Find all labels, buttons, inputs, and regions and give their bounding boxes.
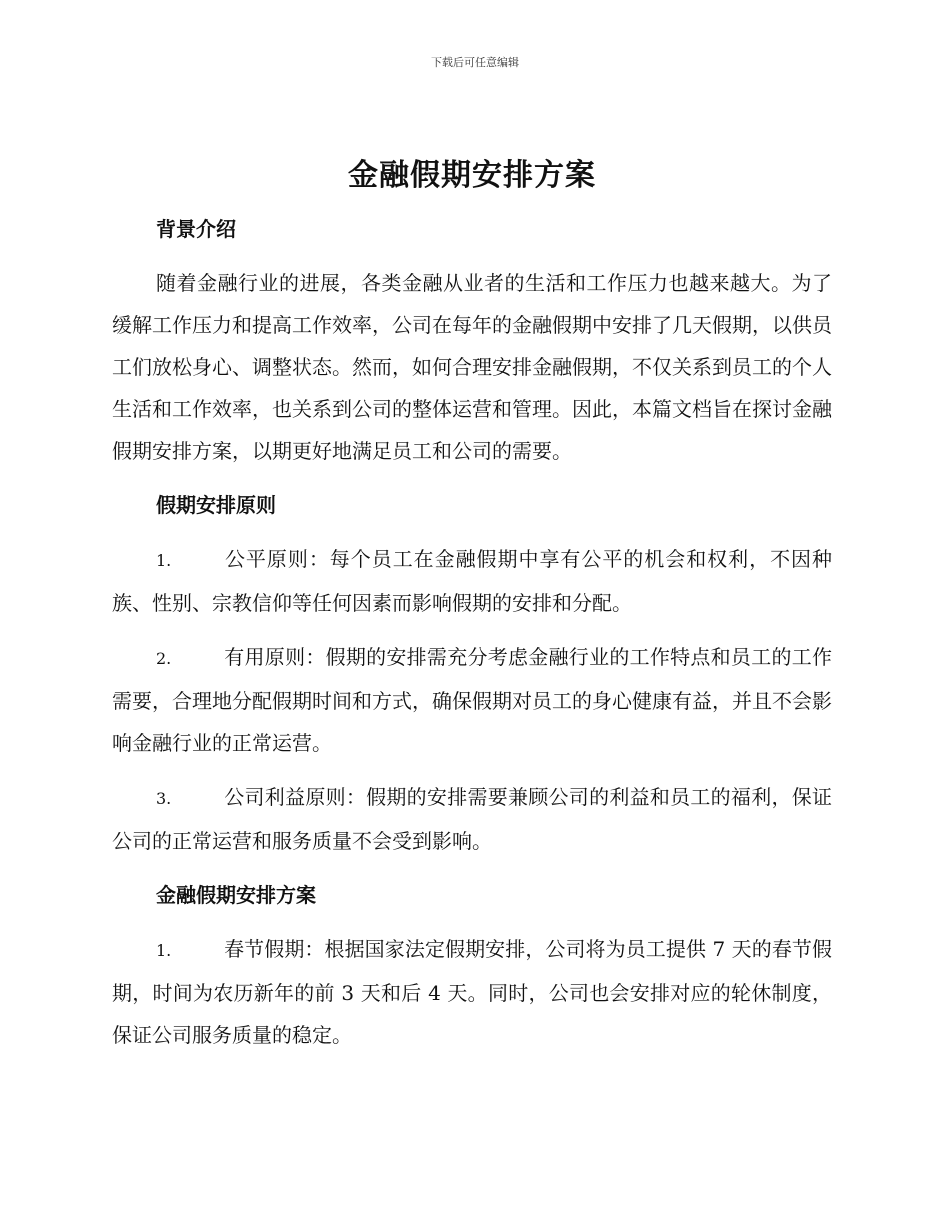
- section-heading-background: 背景介绍: [156, 217, 236, 241]
- list-item: [112, 538, 832, 624]
- background-paragraph: 随着金融行业的进展，各类金融从业者的生活和工作压力也越来越大。为了缓解工作压力和提高工作效率，公司在每年的金融假期中安排了几天假期，以供员工们放松身心、调整状态。然而，如何合理安排金融假期，不仅关系到员工的个人生活和工作效率，也关系到公司的整体运营和管理。因此，本篇文档旨在探讨金融假期安排方案，以期更好地满足员工和公司的需要。: [112, 271, 832, 463]
- document-title: 金融假期安排方案: [348, 158, 596, 193]
- list-number: 2.: [156, 649, 172, 668]
- list-number: 1.: [156, 941, 172, 960]
- document-body: [112, 150, 832, 1056]
- list-number: 1.: [156, 551, 172, 570]
- list-item: [112, 636, 832, 764]
- list-item: [112, 776, 832, 862]
- list-item: [112, 928, 832, 1056]
- list-item-text: 公平原则：每个员工在金融假期中享有公平的机会和权利，不因种族、性别、宗教信仰等任何因素而影响假期的安排和分配。: [112, 547, 832, 615]
- spacer: [112, 526, 832, 538]
- spacer: [112, 764, 832, 776]
- list-item-text: 公司利益原则：假期的安排需要兼顾公司的利益和员工的福利，保证公司的正常运营和服务质量不会受到影响。: [112, 785, 832, 853]
- section-heading-plan: 金融假期安排方案: [156, 883, 316, 907]
- list-item-text: 有用原则：假期的安排需充分考虑金融行业的工作特点和员工的工作需要，合理地分配假期时间和方式，确保假期对员工的身心健康有益，并且不会影响金融行业的正常运营。: [112, 645, 832, 755]
- spacer: [112, 472, 832, 484]
- spacer: [112, 862, 832, 874]
- spacer: [112, 250, 832, 262]
- section-heading-principles: 假期安排原则: [156, 493, 276, 517]
- spacer: [112, 916, 832, 928]
- spacer: [112, 624, 832, 636]
- list-item-text: 春节假期：根据国家法定假期安排，公司将为员工提供 7 天的春节假期，时间为农历新年的前 3 天和后 4 天。同时，公司也会安排对应的轮休制度，保证公司服务质量的稳定。: [112, 937, 832, 1047]
- list-number: 3.: [156, 789, 172, 808]
- header-note: 下载后可任意编辑: [431, 56, 519, 69]
